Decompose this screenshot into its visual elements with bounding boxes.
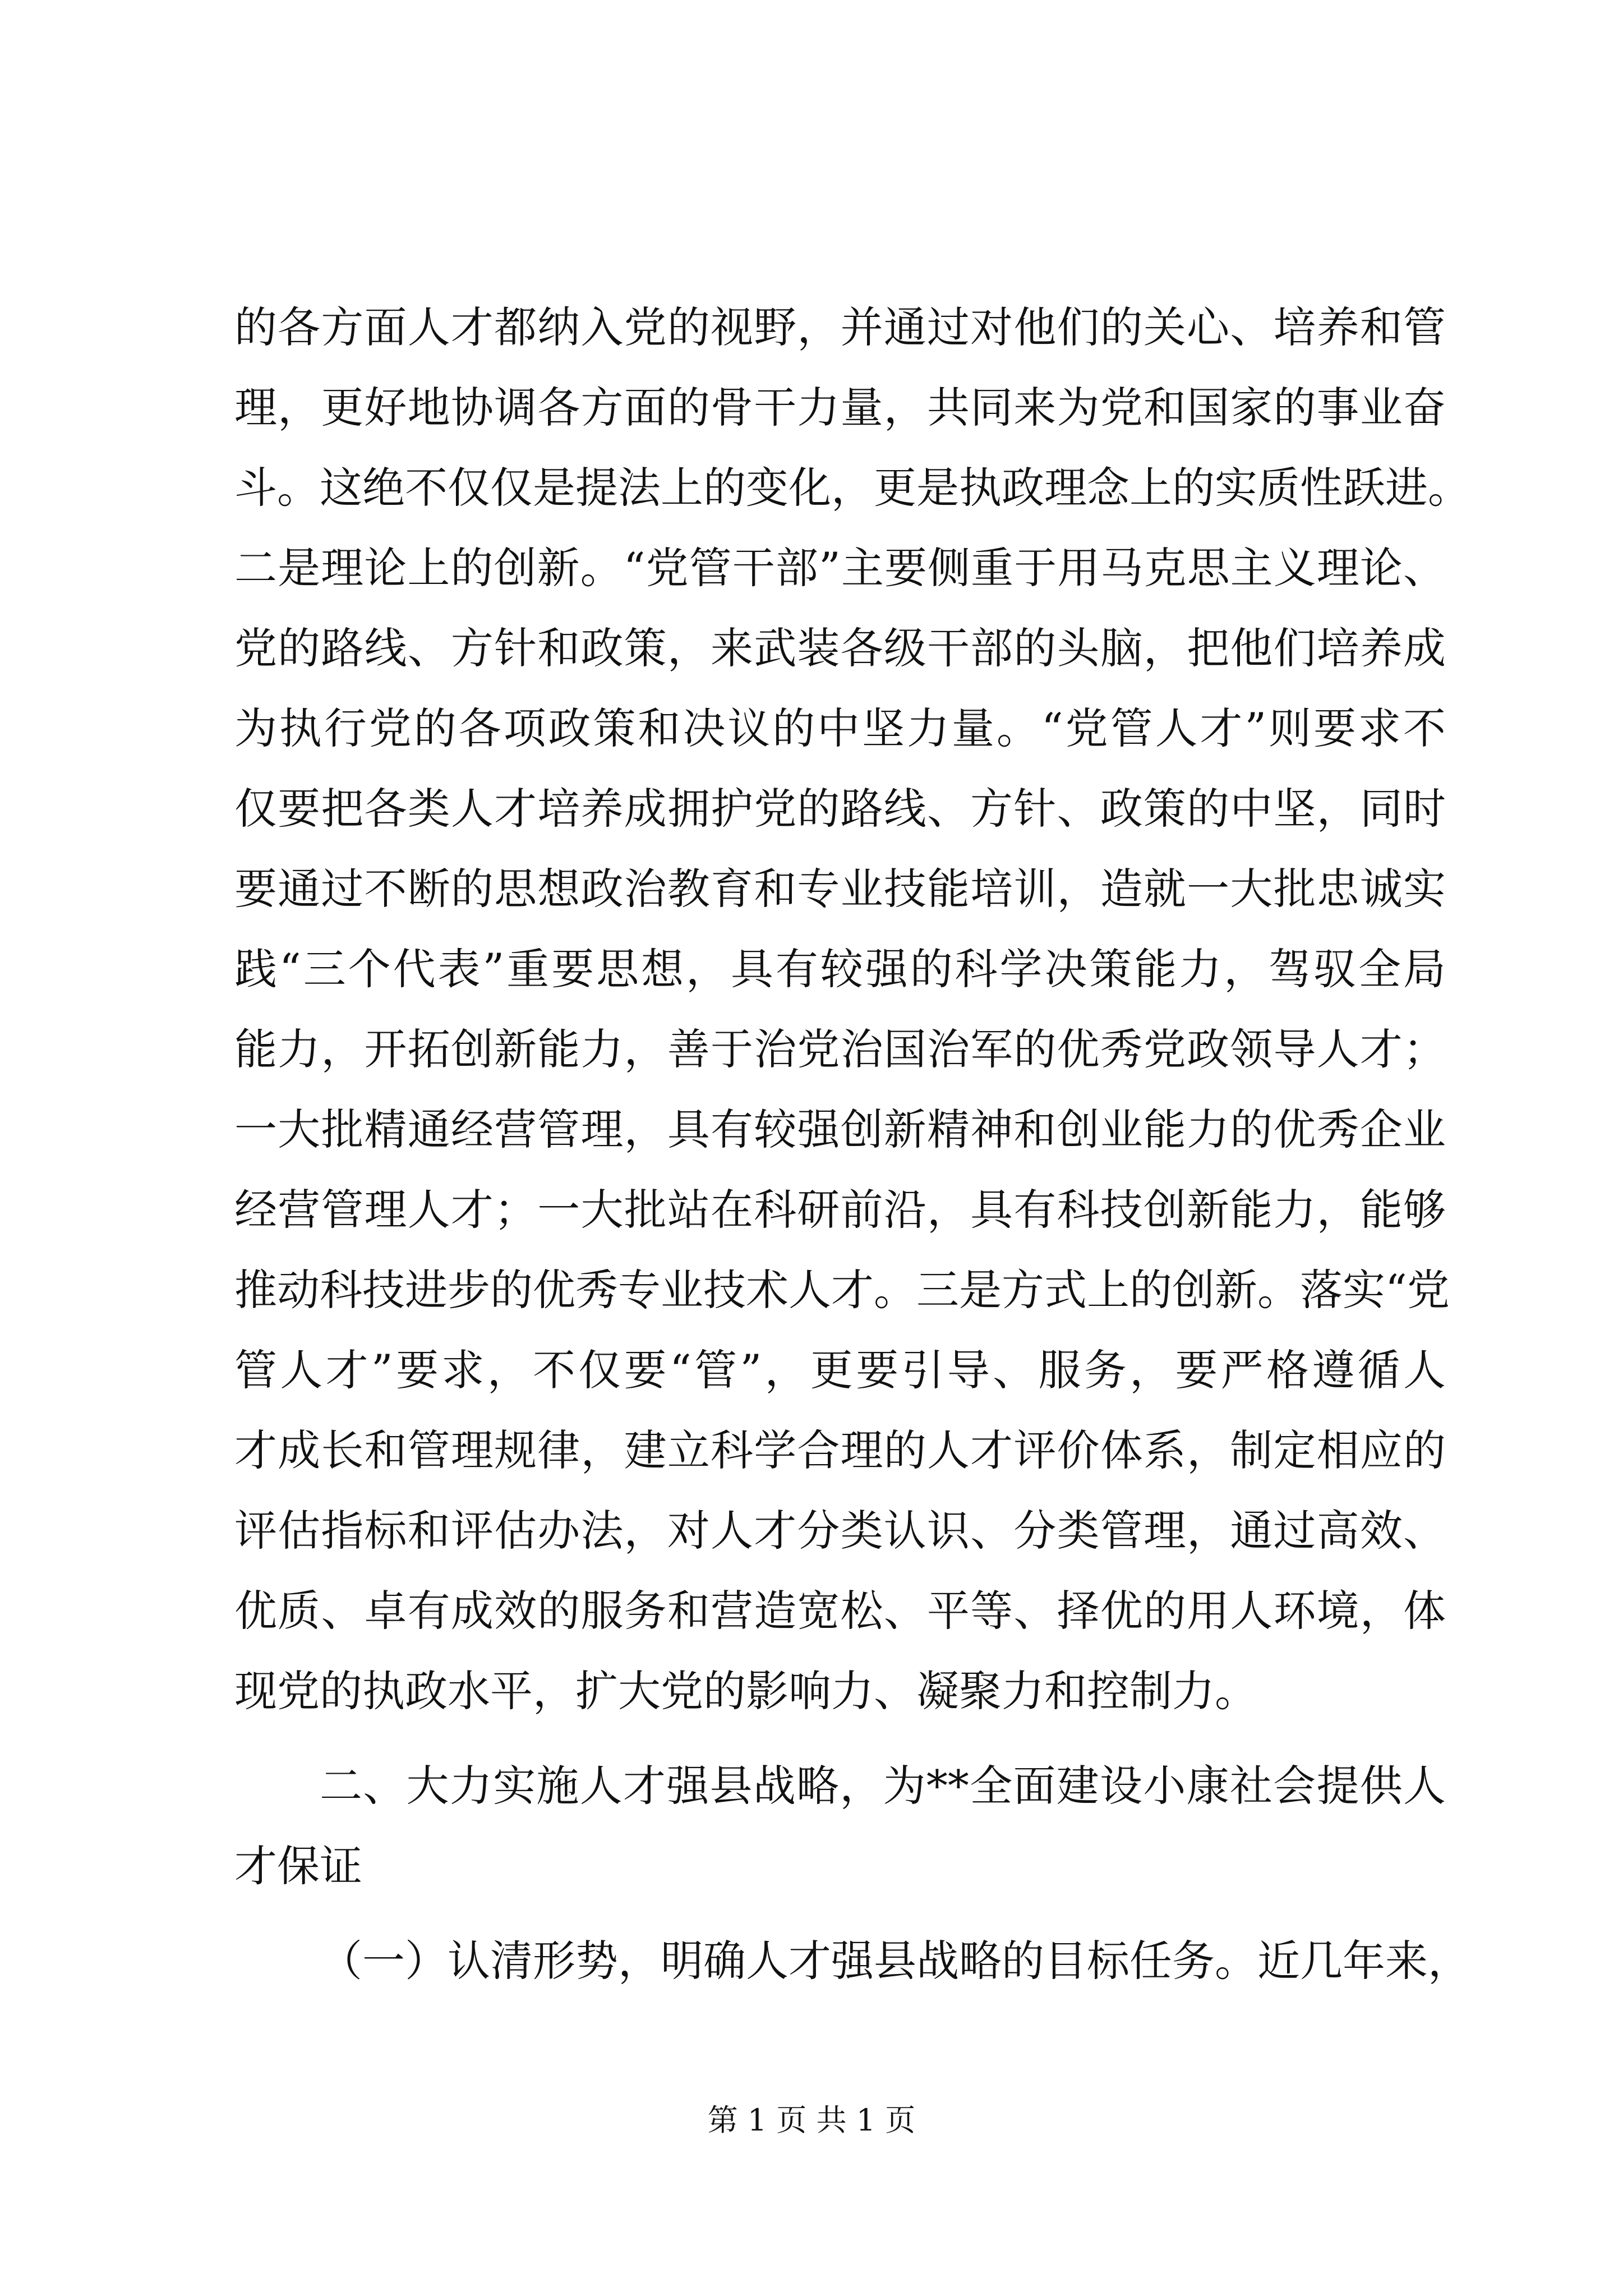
body-line: 能力，开拓创新能力，善于治党治国治军的优秀党政领导人才； bbox=[234, 1024, 1446, 1074]
section-heading-continued: 才保证 bbox=[234, 1841, 362, 1891]
body-line: 要通过不断的思想政治教育和专业技能培训，造就一大批忠诚实 bbox=[234, 864, 1446, 914]
body-line: 才成长和管理规律，建立科学合理的人才评价体系，制定相应的 bbox=[234, 1425, 1446, 1475]
paragraph-gap bbox=[234, 1906, 1446, 1921]
body-line: 党的路线、方针和政策，来武装各级干部的头脑，把他们培养成 bbox=[234, 623, 1446, 673]
body-line: 现党的执政水平，扩大党的影响力、凝聚力和控制力。 bbox=[234, 1666, 1257, 1716]
body-line: 为执行党的各项政策和决议的中坚力量。“党管人才”则要求不 bbox=[234, 703, 1446, 753]
body-line: 仅要把各类人才培养成拥护党的路线、方针、政策的中坚，同时 bbox=[234, 784, 1446, 834]
body-line: 优质、卓有成效的服务和营造宽松、平等、择优的用人环境，体 bbox=[234, 1586, 1446, 1636]
paragraph-gap bbox=[234, 1731, 1446, 1746]
body-line: 推动科技进步的优秀专业技术人才。三是方式上的创新。落实“党 bbox=[234, 1265, 1450, 1315]
body-line: 经营管理人才；一大批站在科研前沿，具有科技创新能力，能够 bbox=[234, 1185, 1446, 1235]
document-body bbox=[234, 287, 1470, 2001]
body-line: 践“三个代表”重要思想，具有较强的科学决策能力，驾驭全局 bbox=[234, 944, 1446, 994]
body-line: 理，更好地协调各方面的骨干力量，共同来为党和国家的事业奋 bbox=[234, 383, 1446, 432]
page-footer: 第 1 页 共 1 页 bbox=[707, 2102, 916, 2138]
body-line: 斗。这绝不仅仅是提法上的变化，更是执政理念上的实质性跃进。 bbox=[234, 463, 1470, 513]
body-line: 二是理论上的创新。“党管干部”主要侧重于用马克思主义理论、 bbox=[234, 543, 1446, 593]
body-line: 的各方面人才都纳入党的视野，并通过对他们的关心、培养和管 bbox=[234, 302, 1446, 352]
body-line: 一大批精通经营管理，具有较强创新精神和创业能力的优秀企业 bbox=[234, 1105, 1446, 1154]
body-line: 管人才”要求，不仅要“管”，更要引导、服务，要严格遵循人 bbox=[234, 1345, 1446, 1395]
body-line: 评估指标和评估办法，对人才分类认识、分类管理，通过高效、 bbox=[234, 1506, 1446, 1556]
section-heading: 二、大力实施人才强县战略，为**全面建设小康社会提供人 bbox=[320, 1761, 1446, 1811]
subsection-heading: （一）认清形势，明确人才强县战略的目标任务。近几年来， bbox=[320, 1936, 1470, 1986]
